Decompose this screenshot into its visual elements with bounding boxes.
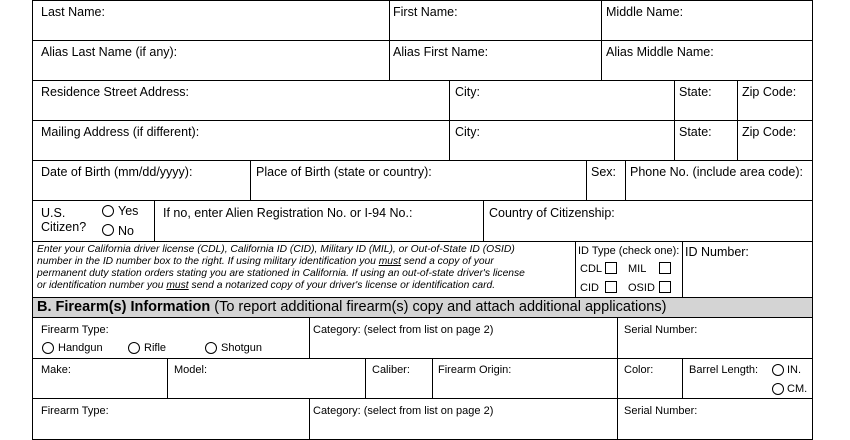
first-name-label: First Name: — [393, 5, 458, 19]
residence-address-field[interactable] — [32, 80, 450, 121]
date-of-birth-label: Date of Birth (mm/dd/yyyy): — [41, 165, 193, 179]
firearm-2-category-label: Category: (select from list on page 2) — [313, 405, 494, 417]
shotgun-label: Shotgun — [221, 342, 262, 354]
citizen-no-label: No — [118, 224, 134, 238]
last-name-field[interactable] — [32, 0, 390, 41]
firearm-origin-label: Firearm Origin: — [438, 364, 512, 376]
id-note-line-2: number in the ID number box to the right. If using military identification you must send a copy of your — [37, 256, 494, 267]
middle-name-field[interactable] — [601, 0, 813, 41]
osid-label: OSID — [628, 282, 655, 294]
color-label: Color: — [624, 364, 654, 376]
citizen-yes-label: Yes — [118, 204, 139, 218]
residence-zip-field[interactable] — [737, 80, 813, 121]
model-label: Model: — [174, 364, 208, 376]
us-citizen-label-line2: Citizen? — [41, 220, 87, 234]
firearm-2-category-field[interactable] — [309, 398, 618, 440]
last-name-label: Last Name: — [41, 5, 105, 19]
make-label: Make: — [41, 364, 71, 376]
us-citizen-field — [32, 200, 155, 242]
id-note-line-3: permanent duty station orders stating you are stationed in California. If using an out-of-state driver's license — [37, 268, 525, 279]
country-of-citizenship-field[interactable] — [483, 200, 813, 242]
phone-field[interactable] — [625, 160, 813, 201]
mil-label: MIL — [628, 263, 647, 275]
rifle-radio[interactable] — [128, 342, 140, 354]
place-of-birth-label: Place of Birth (state or country): — [256, 165, 432, 179]
residence-city-field[interactable] — [449, 80, 675, 121]
sex-label: Sex: — [591, 165, 617, 179]
firearm-type-field — [32, 317, 310, 359]
handgun-label: Handgun — [58, 342, 103, 354]
firearm-2-serial-field[interactable] — [617, 398, 813, 440]
id-type-field — [575, 241, 683, 298]
caliber-label: Caliber: — [372, 364, 410, 376]
alias-last-name-field[interactable] — [32, 40, 390, 81]
serial-number-field[interactable] — [617, 317, 813, 359]
mailing-zip-field[interactable] — [737, 120, 813, 161]
cdl-label: CDL — [580, 263, 603, 275]
model-field[interactable] — [167, 358, 366, 399]
firearm-origin-field[interactable] — [432, 358, 618, 399]
firearm-type-label: Firearm Type: — [41, 324, 109, 336]
mailing-state-label: State: — [679, 125, 712, 139]
id-instructions — [32, 241, 576, 298]
middle-name-label: Middle Name: — [606, 5, 684, 19]
barrel-length-label: Barrel Length: — [689, 364, 759, 376]
id-note-line-1: Enter your California driver license (CDL), California ID (CID), Military ID (MIL), or Out-of-State ID (OSID) — [37, 244, 515, 255]
alias-first-name-field[interactable] — [389, 40, 602, 81]
cdl-checkbox[interactable] — [605, 262, 617, 274]
barrel-in-radio[interactable] — [772, 364, 784, 376]
section-b-title: B. Firearm(s) Information — [37, 299, 211, 315]
alien-registration-label: If no, enter Alien Registration No. or I-94 No.: — [163, 206, 413, 220]
id-number-label: ID Number: — [685, 245, 749, 259]
residence-city-label: City: — [455, 85, 480, 99]
place-of-birth-field[interactable] — [250, 160, 587, 201]
alias-middle-name-label: Alias Middle Name: — [606, 45, 714, 59]
sex-field[interactable] — [586, 160, 626, 201]
firearm-2-serial-label: Serial Number: — [624, 405, 698, 417]
alias-middle-name-field[interactable] — [601, 40, 813, 81]
make-field[interactable] — [32, 358, 168, 399]
barrel-cm-radio[interactable] — [772, 383, 784, 395]
date-of-birth-field[interactable] — [32, 160, 251, 201]
phone-label: Phone No. (include area code): — [630, 165, 804, 179]
mailing-state-field[interactable] — [674, 120, 738, 161]
id-type-label: ID Type (check one): — [578, 245, 680, 257]
cid-label: CID — [580, 282, 599, 294]
mailing-city-label: City: — [455, 125, 480, 139]
first-name-field[interactable] — [389, 0, 602, 41]
handgun-radio[interactable] — [42, 342, 54, 354]
citizen-yes-radio[interactable] — [102, 205, 114, 217]
section-b-header — [32, 297, 813, 318]
mil-checkbox[interactable] — [659, 262, 671, 274]
alias-first-name-label: Alias First Name: — [393, 45, 489, 59]
alias-last-name-label: Alias Last Name (if any): — [41, 45, 178, 59]
cid-checkbox[interactable] — [605, 281, 617, 293]
firearm-2-type-label: Firearm Type: — [41, 405, 109, 417]
section-b-subtitle: (To report additional firearm(s) copy and attach additional applications) — [210, 299, 667, 315]
firearm-category-field[interactable] — [309, 317, 618, 359]
residence-zip-label: Zip Code: — [742, 85, 797, 99]
residence-state-field[interactable] — [674, 80, 738, 121]
application-form — [32, 0, 813, 417]
id-number-field[interactable] — [682, 241, 813, 298]
shotgun-radio[interactable] — [205, 342, 217, 354]
alien-registration-field[interactable] — [154, 200, 484, 242]
id-note-line-4: or identification number you must send a notarized copy of your driver's license or identification card. — [37, 280, 496, 291]
mailing-city-field[interactable] — [449, 120, 675, 161]
barrel-in-label: IN. — [787, 364, 802, 376]
barrel-cm-label: CM. — [787, 383, 808, 395]
us-citizen-label-line1: U.S. — [41, 206, 66, 220]
serial-number-label: Serial Number: — [624, 324, 698, 336]
barrel-length-field[interactable] — [682, 358, 813, 399]
mailing-zip-label: Zip Code: — [742, 125, 797, 139]
mailing-address-label: Mailing Address (if different): — [41, 125, 200, 139]
mailing-address-field[interactable] — [32, 120, 450, 161]
osid-checkbox[interactable] — [659, 281, 671, 293]
firearm-category-label: Category: (select from list on page 2) — [313, 324, 494, 336]
firearm-2-type-field — [32, 398, 310, 440]
caliber-field[interactable] — [365, 358, 433, 399]
country-of-citizenship-label: Country of Citizenship: — [489, 206, 615, 220]
residence-state-label: State: — [679, 85, 712, 99]
citizen-no-radio[interactable] — [102, 224, 114, 236]
color-field[interactable] — [617, 358, 683, 399]
rifle-label: Rifle — [144, 342, 167, 354]
residence-address-label: Residence Street Address: — [41, 85, 189, 99]
